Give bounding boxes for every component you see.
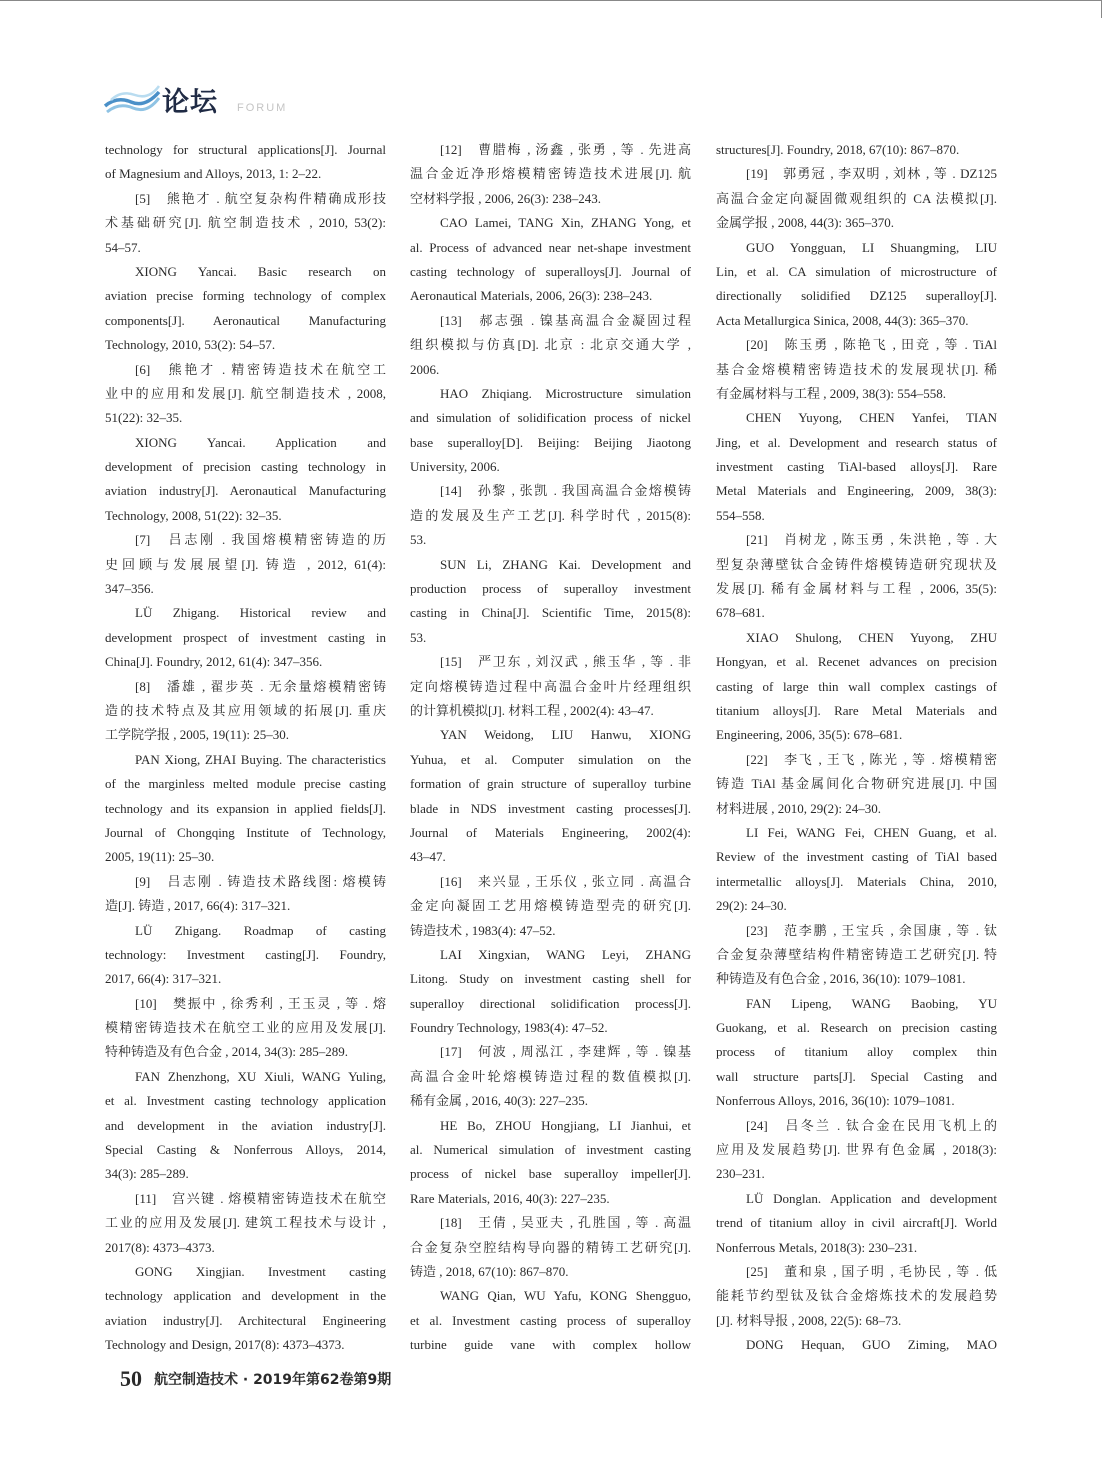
reference-line: XIAO Shulong, CHEN Yuyong, ZHU: [746, 629, 997, 645]
reference-line: Technology, 2010, 53(2): 54–57.: [105, 337, 276, 353]
reference-line: and simulation of solidification process of nickel: [410, 410, 691, 426]
reference-line: aviation precise forming technology of complex: [105, 288, 386, 304]
reference-line: 种铸造及有色合金 , 2016, 36(10): 1079–1081.: [716, 971, 966, 987]
masthead-title: 论坛: [162, 87, 218, 118]
reference-line: 模精密铸造技术在航空工业的应用及发展[J].: [105, 1020, 386, 1036]
reference-line: 34(3): 285–289.: [105, 1166, 189, 1182]
reference-line: 基合金熔模精密铸造技术的发展现状[J]. 稀: [716, 361, 997, 377]
reference-line: 高温合金定向凝固微观组织的 CA 法模拟[J].: [716, 190, 997, 206]
reference-line: Foundry Technology, 1983(4): 47–52.: [410, 1020, 608, 1036]
reference-line: [17] 何波 , 周泓江 , 李建辉 , 等 . 镍基: [440, 1044, 691, 1060]
reference-line: 43–47.: [410, 849, 446, 865]
reference-line: SUN Li, ZHANG Kai. Development and: [440, 556, 691, 572]
reference-line: 温合金近净形熔模精密铸造技术进展[J]. 航: [410, 166, 691, 182]
reference-line: 53.: [410, 629, 427, 645]
reference-line: [7] 吕志刚 . 我国熔模精密铸造的历: [135, 532, 386, 548]
reference-line: 2017(8): 4373–4373.: [105, 1239, 215, 1255]
column-middle: [410, 138, 691, 1358]
reference-line: 铸造 TiAl 基金属间化合物研究进展[J]. 中国: [716, 776, 997, 792]
reference-line: XIONG Yancai. Application and: [135, 434, 386, 450]
reference-line: process of nickel base superalloy impeller[J].: [410, 1166, 691, 1182]
reference-line: directionally solidified DZ125 superalloy[J].: [716, 288, 997, 304]
reference-line: Aeronautical Materials, 2006, 26(3): 238–243.: [410, 288, 653, 304]
reference-line: 合金复杂空腔结构导向器的精铸工艺研究[J].: [410, 1239, 691, 1255]
reference-line: Guokang, et al. Research on precision casting: [716, 1020, 997, 1036]
reference-line: technology and its expansion in applied fields[J].: [105, 800, 386, 816]
reference-line: [25] 董和泉 , 国子明 , 毛协民 , 等 . 低: [746, 1263, 997, 1279]
reference-line: 2006.: [410, 361, 440, 377]
reference-line: Jing, et al. Development and research status of: [716, 434, 997, 450]
reference-line: Technology, 2008, 51(22): 32–35.: [105, 507, 282, 523]
reference-line: [11] 宫兴键 . 熔模精密铸造技术在航空: [135, 1190, 386, 1206]
reference-line: Yuhua, et al. Computer simulation on the: [410, 751, 691, 767]
reference-line: [J]. 材料导报 , 2008, 22(5): 68–73.: [716, 1312, 902, 1328]
reference-line: Journal of Chongqing Institute of Technology,: [105, 824, 386, 840]
reference-line: [12] 曹腊梅 , 汤鑫 , 张勇 , 等 . 先进高: [440, 142, 691, 157]
reference-line: LÜ Donglan. Application and development: [746, 1190, 997, 1206]
reference-line: [13] 郝志强 . 镍基高温合金凝固过程: [440, 312, 691, 328]
reference-line: superalloy directional solidification process[J].: [410, 995, 691, 1011]
reference-line: 型复杂薄壁钛合金铸件熔模铸造研究现状及: [716, 556, 997, 572]
reference-line: of the marginless melted module precise casting: [105, 776, 386, 792]
reference-line: aviation industry[J]. Aeronautical Manufacturing: [105, 483, 386, 499]
reference-line: 造的发展及生产工艺[J]. 科学时代 , 2015(8):: [410, 507, 691, 523]
reference-line: 54–57.: [105, 239, 141, 255]
reference-line: al. Numerical simulation of investment casting: [410, 1142, 691, 1158]
reference-line: Nonferrous Metals, 2018(3): 230–231.: [716, 1239, 918, 1255]
reference-line: casting in China[J]. Scientific Time, 2015(8):: [410, 605, 691, 621]
reference-line: [22] 李飞 , 王飞 , 陈光 , 等 . 熔模精密: [746, 751, 997, 767]
reference-line: casting technology of superalloys[J]. Journal of: [410, 263, 691, 279]
reference-line: of Magnesium and Alloys, 2013, 1: 2–22.: [105, 166, 322, 182]
reference-line: Review of the investment casting of TiAl based: [716, 849, 997, 865]
reference-line: [20] 陈玉勇 , 陈艳飞 , 田竞 , 等 . TiAl: [746, 337, 997, 353]
reference-line: 29(2): 24–30.: [716, 898, 787, 914]
reference-line: DONG Hequan, GUO Ziming, MAO: [746, 1337, 997, 1353]
journal-issue: 航空制造技术 · 2019年第62卷第9期: [154, 1372, 392, 1388]
reference-line: 230–231.: [716, 1166, 765, 1182]
reference-line: titanium alloys[J]. Rare Metal Materials and: [716, 702, 997, 718]
reference-line: 材料进展 , 2010, 29(2): 24–30.: [716, 800, 882, 816]
reference-line: CAO Lamei, TANG Xin, ZHANG Yong, et: [440, 215, 691, 231]
reference-line: Metal Materials and Engineering, 2009, 38(3):: [716, 483, 997, 499]
reference-line: formation of grain structure of superalloy turbine: [410, 776, 691, 792]
reference-line: LÜ Zhigang. Roadmap of casting: [135, 922, 386, 938]
reference-line: 定向熔模铸造过程中高温合金叶片经理组织: [410, 678, 691, 694]
reference-line: Litong. Study on investment casting shell for: [410, 971, 691, 987]
reference-line: 工业的应用及发展[J]. 建筑工程技术与设计 ,: [105, 1215, 386, 1231]
reference-line: 术基础研究[J]. 航空制造技术 , 2010, 53(2):: [105, 215, 386, 231]
reference-line: wall structure parts[J]. Special Casting and: [716, 1068, 997, 1084]
reference-line: 发展[J]. 稀有金属材料与工程 , 2006, 35(5):: [716, 581, 997, 597]
reference-line: [9] 吕志刚 . 铸造技术路线图: 熔模铸: [135, 873, 386, 889]
reference-line: [8] 潘雄 , 翟步英 . 无余量熔模精密铸: [135, 678, 386, 694]
reference-line: YAN Weidong, LIU Hanwu, XIONG: [440, 727, 691, 743]
reference-line: CHEN Yuyong, CHEN Yanfei, TIAN: [746, 410, 997, 426]
reference-line: components[J]. Aeronautical Manufacturing: [105, 312, 386, 328]
reference-line: 554–558.: [716, 507, 765, 523]
reference-line: XIONG Yancai. Basic research on: [135, 263, 386, 279]
reference-line: GUO Yongguan, LI Shuangming, LIU: [746, 239, 997, 255]
reference-line: [18] 王倩 , 吴亚夫 , 孔胜国 , 等 . 高温: [440, 1215, 691, 1231]
reference-line: 高温合金叶轮熔模铸造过程的数值模拟[J].: [410, 1068, 691, 1084]
reference-line: 造[J]. 铸造 , 2017, 66(4): 317–321.: [105, 898, 291, 914]
forum-masthead: [103, 74, 403, 122]
reference-line: 合金复杂薄壁结构件精密铸造工艺研究[J]. 特: [716, 946, 997, 962]
reference-line: Nonferrous Alloys, 2016, 36(10): 1079–1081.: [716, 1093, 955, 1109]
reference-line: Engineering, 2006, 35(5): 678–681.: [716, 727, 903, 743]
reference-line: 铸造技术 , 1983(4): 47–52.: [410, 922, 556, 938]
reference-line: [10] 樊振中 , 徐秀利 , 王玉灵 , 等 . 熔: [135, 995, 386, 1011]
reference-line: [14] 孙黎 , 张凯 . 我国高温合金熔模铸: [440, 483, 691, 499]
reference-line: 业中的应用和发展[J]. 航空制造技术 , 2008,: [105, 385, 386, 401]
reference-line: Hongyan, et al. Recenet advances on precision: [716, 654, 997, 670]
reference-line: 能耗节约型钛及钛合金熔炼技术的发展趋势: [716, 1288, 997, 1304]
reference-line: 特种铸造及有色合金 , 2014, 34(3): 285–289.: [105, 1044, 349, 1060]
wave-logo-icon: [103, 82, 161, 118]
reference-line: [24] 吕冬兰 . 钛合金在民用飞机上的: [746, 1117, 997, 1133]
reference-line: [6] 熊艳才 . 精密铸造技术在航空工: [135, 361, 386, 377]
reference-line: technology application and development in the: [105, 1288, 386, 1304]
reference-line: 组织模拟与仿真[D]. 北京 : 北京交通大学 ,: [410, 337, 691, 353]
reference-line: PAN Xiong, ZHAI Buying. The characteristics: [135, 751, 386, 767]
reference-line: structures[J]. Foundry, 2018, 67(10): 867–870.: [716, 142, 960, 157]
reference-line: technology: Investment casting[J]. Foundry,: [105, 946, 386, 962]
reference-line: [23] 范李鹏 , 王宝兵 , 余国康 , 等 . 钛: [746, 922, 997, 938]
reference-line: et al. Investment casting process of superalloy: [410, 1312, 691, 1328]
reference-line: 2017, 66(4): 317–321.: [105, 971, 222, 987]
reference-line: University, 2006.: [410, 459, 500, 475]
reference-line: 应用及发展趋势[J]. 世界有色金属 , 2018(3):: [716, 1142, 997, 1158]
reference-line: intermetallic alloys[J]. Materials China, 2010,: [716, 873, 997, 889]
reference-line: [15] 严卫东 , 刘汉武 , 熊玉华 , 等 . 非: [440, 654, 691, 670]
reference-line: [5] 熊艳才 . 航空复杂构件精确成形技: [135, 190, 386, 206]
column-left: [105, 138, 386, 1358]
reference-line: base superalloy[D]. Beijing: Beijing Jiaotong: [410, 434, 691, 450]
reference-line: China[J]. Foundry, 2012, 61(4): 347–356.: [105, 654, 323, 670]
reference-line: process of titanium alloy complex thin: [716, 1044, 997, 1060]
reference-line: 造的技术特点及其应用领域的拓展[J]. 重庆: [105, 702, 386, 718]
reference-line: turbine guide vane with complex hollow: [410, 1337, 691, 1353]
reference-line: 的计算机模拟[J]. 材料工程 , 2002(4): 43–47.: [410, 702, 654, 718]
reference-line: 金定向凝固工艺用熔模铸造型壳的研究[J].: [410, 898, 691, 914]
reference-line: development of precision casting technology in: [105, 459, 386, 475]
reference-line: production process of superalloy investment: [410, 581, 691, 597]
reference-line: 空材料学报 , 2006, 26(3): 238–243.: [410, 190, 602, 206]
reference-line: 工学院学报 , 2005, 19(11): 25–30.: [105, 727, 290, 743]
reference-line: 347–356.: [105, 581, 154, 597]
reference-line: FAN Lipeng, WANG Baobing, YU: [746, 995, 997, 1011]
reference-line: HE Bo, ZHOU Hongjiang, LI Jianhui, et: [440, 1117, 691, 1133]
reference-line: Technology and Design, 2017(8): 4373–4373.: [105, 1337, 345, 1353]
reference-line: 稀有金属 , 2016, 40(3): 227–235.: [410, 1093, 589, 1109]
reference-line: Acta Metallurgica Sinica, 2008, 44(3): 365–370.: [716, 312, 969, 328]
reference-line: et al. Investment casting technology application: [105, 1093, 386, 1109]
reference-line: and development in the aviation industry[J].: [105, 1117, 386, 1133]
reference-line: LAI Xingxian, WANG Leyi, ZHANG: [440, 946, 691, 962]
reference-line: Special Casting & Nonferrous Alloys, 2014,: [105, 1142, 386, 1158]
reference-line: 2005, 19(11): 25–30.: [105, 849, 215, 865]
masthead-subtitle: FORUM: [237, 102, 288, 114]
reference-line: Lin, et al. CA simulation of microstructure of: [716, 263, 997, 279]
reference-line: trend of titanium alloy in civil aircraft[J]. World: [716, 1215, 997, 1231]
reference-line: HAO Zhiqiang. Microstructure simulation: [440, 385, 691, 401]
reference-line: Journal of Materials Engineering, 2002(4):: [410, 824, 691, 840]
reference-line: FAN Zhenzhong, XU Xiuli, WANG Yuling,: [135, 1068, 386, 1084]
reference-line: LI Fei, WANG Fei, CHEN Guang, et al.: [746, 824, 997, 840]
reference-line: 53.: [410, 532, 427, 548]
reference-line: technology for structural applications[J]. Journal: [105, 142, 386, 157]
reference-line: 史回顾与发展展望[J]. 铸造 , 2012, 61(4):: [105, 556, 386, 572]
reference-line: [19] 郭勇冠 , 李双明 , 刘林 , 等 . DZ125: [746, 166, 997, 182]
page-footer: [120, 1366, 391, 1390]
column-right: [716, 138, 997, 1358]
reference-line: GONG Xingjian. Investment casting: [135, 1263, 386, 1279]
reference-line: 678–681.: [716, 605, 765, 621]
reference-line: aviation industry[J]. Architectural Engineering: [105, 1312, 386, 1328]
reference-line: blade in NDS investment casting processes[J].: [410, 800, 691, 816]
page-top-rule: [0, 0, 1102, 1]
reference-line: casting of large thin wall complex castings of: [716, 678, 997, 694]
reference-line: WANG Qian, WU Yafu, KONG Shengguo,: [440, 1288, 691, 1304]
reference-line: development prospect of investment casting in: [105, 629, 386, 645]
reference-line: 有金属材料与工程 , 2009, 38(3): 554–558.: [716, 385, 947, 401]
page-number: 50: [120, 1366, 142, 1391]
reference-line: 金属学报 , 2008, 44(3): 365–370.: [716, 215, 895, 231]
reference-line: investment casting TiAl-based alloys[J]. Rare: [716, 459, 997, 475]
reference-line: Rare Materials, 2016, 40(3): 227–235.: [410, 1190, 610, 1206]
reference-line: al. Process of advanced near net-shape investment: [410, 239, 691, 255]
reference-line: [16] 来兴显 , 王乐仪 , 张立同 . 高温合: [440, 873, 691, 889]
reference-line: 51(22): 32–35.: [105, 410, 183, 426]
reference-line: [21] 肖树龙 , 陈玉勇 , 朱洪艳 , 等 . 大: [746, 532, 997, 548]
reference-line: 铸造 , 2018, 67(10): 867–870.: [410, 1263, 569, 1279]
reference-line: LÜ Zhigang. Historical review and: [135, 605, 386, 621]
